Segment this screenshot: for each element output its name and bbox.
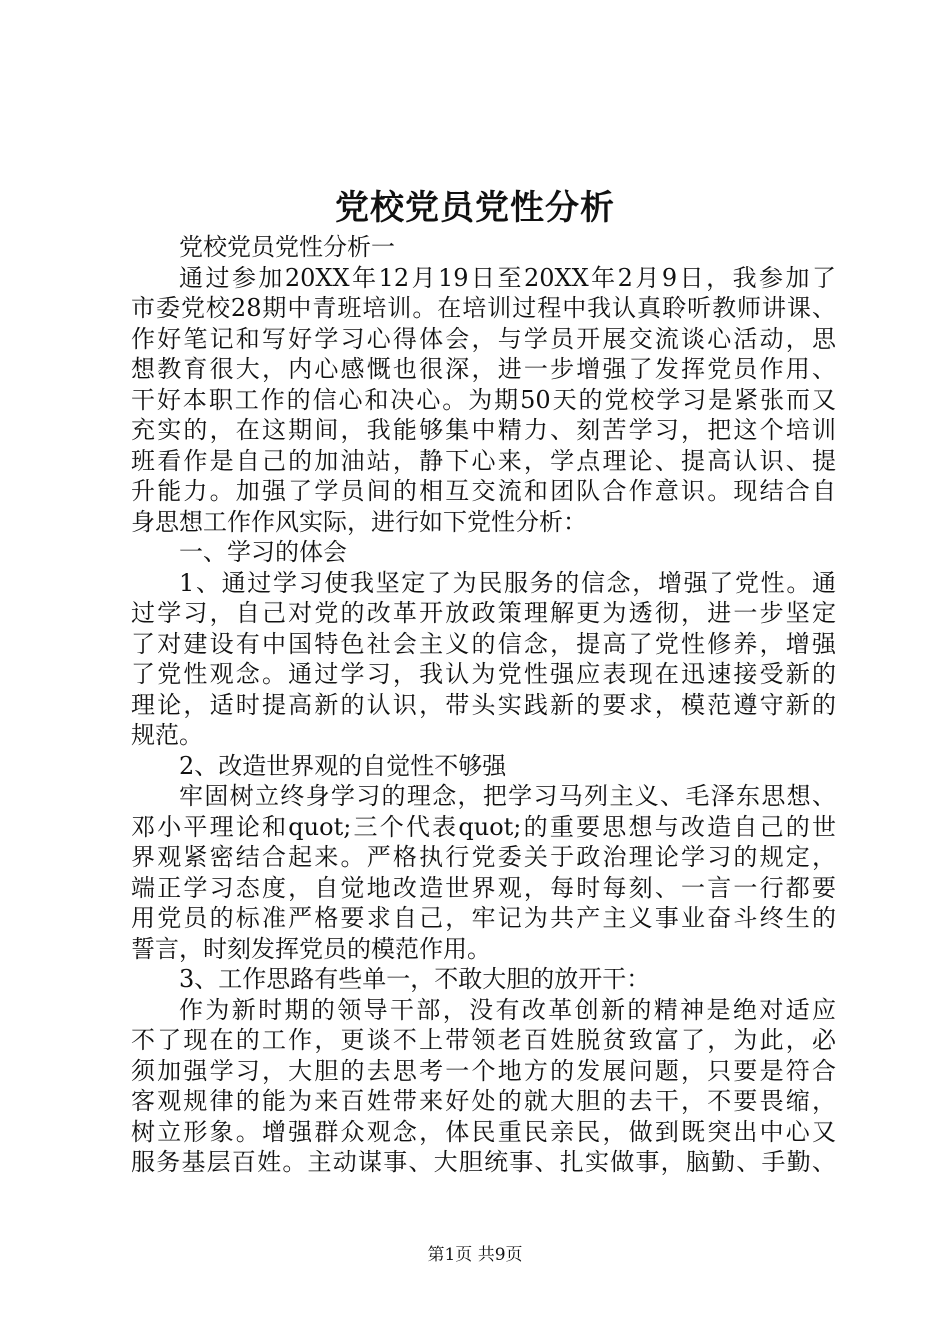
body-line: 1、通过学习使我坚定了为民服务的信念，增强了党性。通 [179,568,836,597]
body-line: 树立形象。增强群众观念，体民重民亲民，做到既突出中心又 [131,1117,836,1146]
body-line: 通过参加20XX年12月19日至20XX年2月9日，我参加了 [179,263,836,292]
page-footer: 第1页 共9页 [427,1245,523,1265]
body-line: 理论，适时提高新的认识，带头实践新的要求，模范遵守新的 [131,690,836,719]
document-body [131,232,836,1178]
body-line: 规范。 [131,721,203,749]
body-line: 须加强学习，大胆的去思考一个地方的发展问题，只要是符合 [131,1056,836,1085]
body-line: 用党员的标准严格要求自己，牢记为共产主义事业奋斗终生的 [131,904,836,932]
body-line: 誓言，时刻发挥党员的模范作用。 [131,934,491,963]
body-line: 作好笔记和写好学习心得体会，与学员开展交流谈心活动，思 [131,324,836,353]
body-line: 客观规律的能为来百姓带来好处的就大胆的去干，不要畏缩， [131,1087,836,1115]
body-line: 升能力。加强了学员间的相互交流和团队合作意识。现结合自 [131,477,836,505]
body-line: 界观紧密结合起来。严格执行党委关于政治理论学习的规定， [131,843,836,871]
body-line: 3、工作思路有些单一，不敢大胆的放开干： [179,965,651,993]
body-line: 邓小平理论和quot;三个代表quot;的重要思想与改造自己的世 [131,812,836,841]
body-line: 端正学习态度，自觉地改造世界观，每时每刻、一言一行都要 [131,873,836,902]
document-title: 党校党员党性分析 [335,188,615,228]
body-line: 一、学习的体会 [179,538,347,566]
body-line: 服务基层百姓。主动谋事、大胆统事、扎实做事，脑勤、手勤、 [131,1148,836,1176]
body-line: 市委党校28期中青班培训。在培训过程中我认真聆听教师讲课、 [131,294,836,322]
body-line: 班看作是自己的加油站，静下心来，学点理论、提高认识、提 [131,446,836,475]
body-line: 了对建设有中国特色社会主义的信念，提高了党性修养，增强 [131,629,836,658]
body-line: 2、改造世界观的自觉性不够强 [179,751,507,780]
body-line: 充实的，在这期间，我能够集中精力、刻苦学习，把这个培训 [131,416,836,444]
body-line: 过学习，自己对党的改革开放政策理解更为透彻，进一步坚定 [131,599,836,627]
body-line: 了党性观念。通过学习，我认为党性强应表现在迅速接受新的 [131,660,836,688]
body-line: 身思想工作作风实际，进行如下党性分析： [131,507,587,536]
body-line: 牢固树立终身学习的理念，把学习马列主义、毛泽东思想、 [179,782,836,810]
body-line: 想教育很大，内心感慨也很深，进一步增强了发挥党员作用、 [131,355,836,383]
body-line: 干好本职工作的信心和决心。为期50天的党校学习是紧张而又 [131,385,836,414]
body-line: 党校党员党性分析一 [179,233,395,261]
body-line: 作为新时期的领导干部，没有改革创新的精神是绝对适应 [179,995,836,1024]
body-line: 不了现在的工作，更谈不上带领老百姓脱贫致富了，为此，必 [131,1026,836,1054]
